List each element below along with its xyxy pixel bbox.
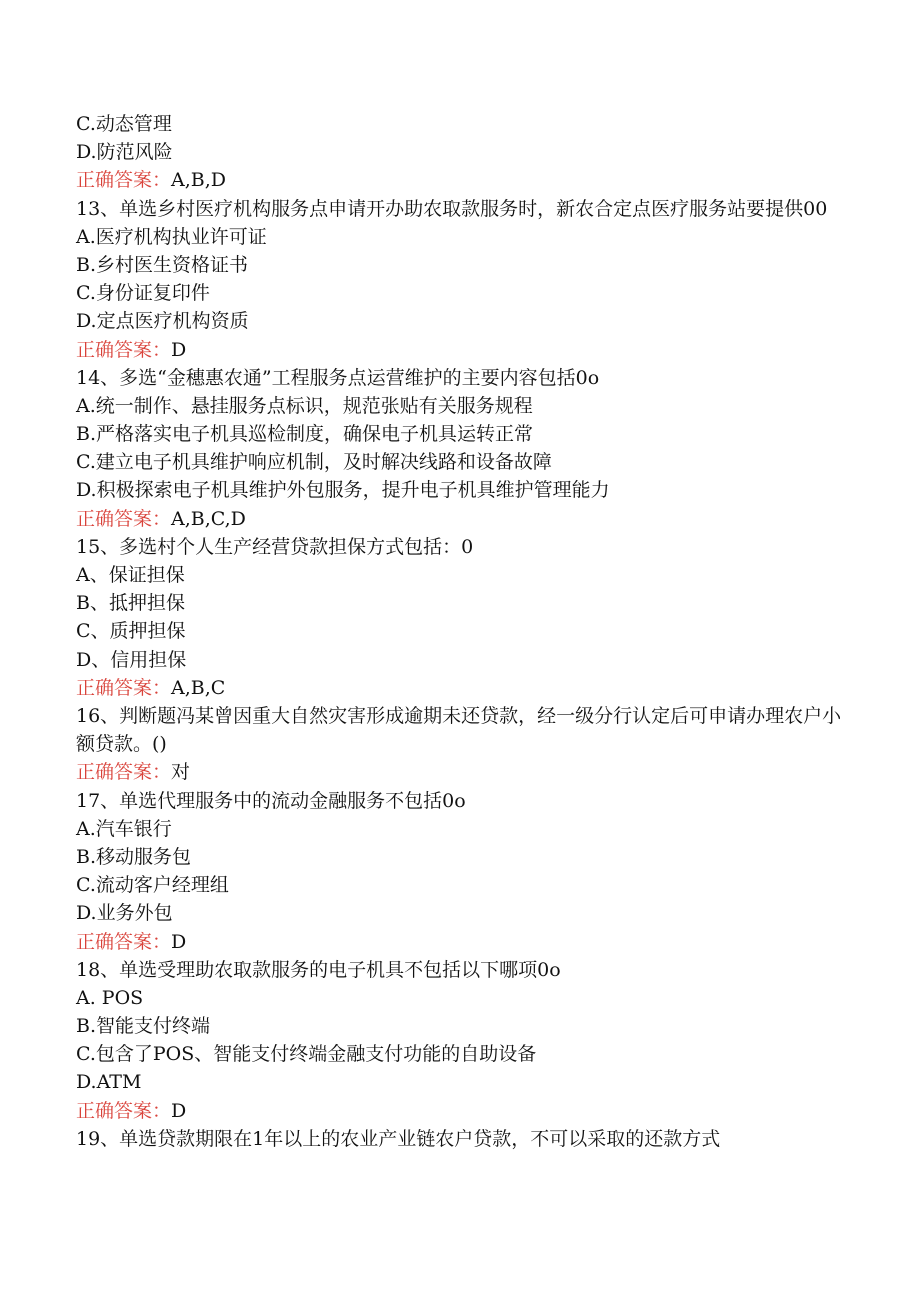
option-text: D.防范风险: [76, 141, 173, 164]
answer-label: 正确答案：: [76, 169, 172, 192]
correct-answer: [76, 1097, 846, 1125]
correct-answer: [76, 928, 846, 956]
option-text: C.流动客户经理组: [76, 874, 229, 897]
option-text: B.严格落实电子机具巡检制度，确保电子机具运转正常: [76, 423, 534, 446]
question-list: [76, 110, 846, 1153]
question-text: 15、多选村个人生产经营贷款担保方式包括：0: [76, 535, 474, 558]
option-text: C、质押担保: [76, 620, 186, 643]
option-text: A.汽车银行: [76, 817, 172, 840]
option-text: C.动态管理: [76, 113, 172, 135]
answer-value: D: [171, 930, 187, 953]
option-text: D.积极探索电子机具维护外包服务，提升电子机具维护管理能力: [76, 479, 610, 502]
option-text: A. POS: [76, 986, 144, 1009]
answer-value: A,B,C,D: [171, 507, 246, 530]
answer-label: 正确答案：: [76, 338, 172, 361]
question-text: 17、单选代理服务中的流动金融服务不包括0o: [76, 789, 466, 812]
answer-label: 正确答案：: [76, 930, 172, 953]
question-text: 18、单选受理助农取款服务的电子机具不包括以下哪项0o: [76, 958, 561, 981]
answer-value: 对: [171, 761, 191, 784]
answer-label: 正确答案：: [76, 761, 172, 784]
option-text: B.智能支付终端: [76, 1015, 211, 1038]
option-text: A.医疗机构执业许可证: [76, 225, 267, 248]
option-text: A、保证担保: [76, 564, 185, 587]
answer-value: A,B,C: [171, 676, 226, 699]
correct-answer: [76, 336, 846, 364]
option-text: C.包含了POS、智能支付终端金融支付功能的自助设备: [76, 1043, 537, 1066]
answer-value: A,B,D: [171, 169, 227, 192]
option-text: B.乡村医生资格证书: [76, 253, 249, 276]
answer-label: 正确答案：: [76, 507, 172, 530]
option-text: C.身份证复印件: [76, 282, 210, 305]
option-text: D.定点医疗机构资质: [76, 310, 249, 333]
question-text: 14、多选“金穗惠农通”工程服务点运营维护的主要内容包括0o: [76, 366, 600, 389]
answer-label: 正确答案：: [76, 676, 172, 699]
option-text: B、抵押担保: [76, 592, 185, 615]
answer-label: 正确答案：: [76, 1099, 172, 1122]
correct-answer: [76, 505, 846, 533]
answer-value: D: [171, 338, 187, 361]
question-text: 19、单选贷款期限在1年以上的农业产业链农户贷款，不可以采取的还款方式: [76, 1127, 721, 1150]
question-text: 16、判断题冯某曾因重大自然灾害形成逾期未还贷款，经一级分行认定后可申请办理农户小额贷款。(): [76, 704, 842, 756]
option-text: D.ATM: [76, 1071, 142, 1094]
correct-answer: [76, 166, 846, 194]
option-text: C.建立电子机具维护响应机制，及时解决线路和设备故障: [76, 451, 552, 474]
option-text: A.统一制作、悬挂服务点标识，规范张贴有关服务规程: [76, 394, 533, 417]
answer-value: D: [171, 1099, 187, 1122]
question-text: 13、单选乡村医疗机构服务点申请开办助农取款服务时，新农合定点医疗服务站要提供00: [76, 197, 828, 220]
correct-answer: [76, 674, 846, 702]
correct-answer: [76, 758, 846, 786]
option-text: D、信用担保: [76, 648, 187, 671]
option-text: D.业务外包: [76, 902, 173, 925]
option-text: B.移动服务包: [76, 845, 192, 868]
